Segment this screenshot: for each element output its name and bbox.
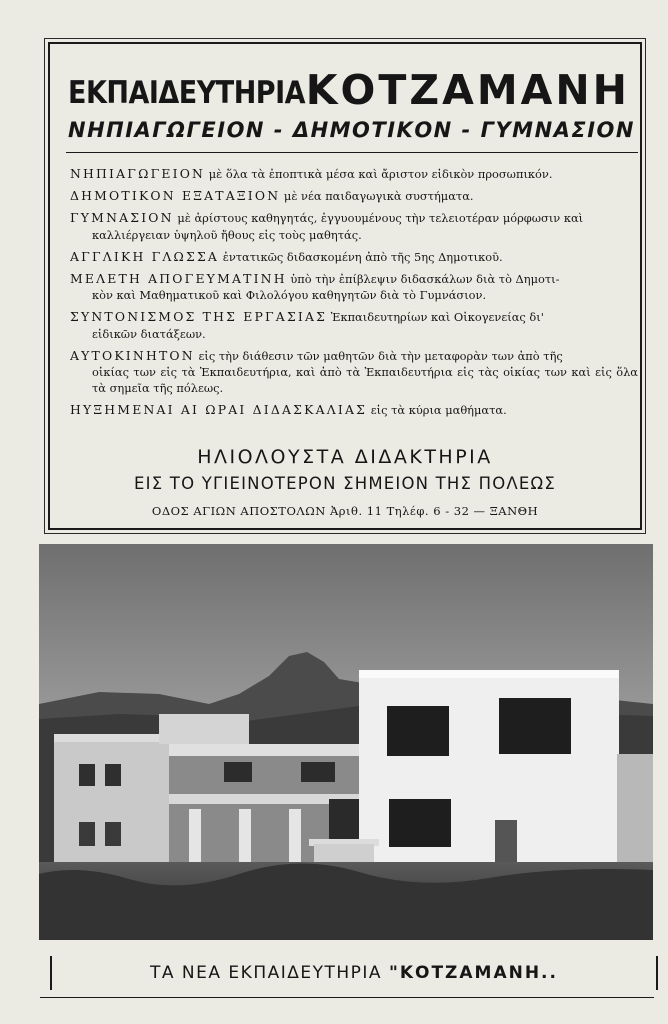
feature-paragraph: ΜΕΛΕΤΗ ΑΠΟΓΕΥΜΑΤΙΝΗ ὑπὸ τὴν ἐπίβλεψιν διδασκάλων διὰ τὸ Δημοτι- κὸν καὶ Μαθηματικοῦ καὶ Φιλολόγου καθηγητῶν διὰ τὸ Γυμνάσιον. — [70, 271, 560, 303]
feature-paragraph: ΑΥΤΟΚΙΝΗΤΟΝ εἰς τὴν διάθεσιν τῶν μαθητῶν διὰ τὴν μεταφορὰν των ἀπὸ τῆς οἰκίας των εἰς τὰ Ἐκπαιδευτήρια, καὶ ἀπὸ τὰ Ἐκπαιδευτήρια εἰς τὰς οἰκίας των καὶ εἰς ὅλα τὰ σημεῖα τῆς πόλεως. — [70, 347, 638, 396]
feature-paragraph: ΓΥΜΝΑΣΙΟΝ μὲ ἀρίστους καθηγητάς, ἐγγυουμένους τὴν τελειοτέραν μόρφωσιν καὶ καλλιέργειαν ὑψηλοῦ ἤθους εἰς τοὺς μαθητάς. — [70, 210, 584, 242]
feature-paragraph: ΔΗΜΟΤΙΚΟΝ ΕΞΑΤΑΞΙΟΝ μὲ νέα παιδαγωγικὰ συστήματα. — [70, 188, 474, 204]
school-building-photo — [39, 544, 653, 940]
facilities-heading: ΗΛΙΟΛΟΥΣΤΑ ΔΙΔΑΚΤΗΡΙΑ — [197, 446, 493, 468]
features-list — [70, 166, 638, 425]
photo-caption — [50, 956, 658, 990]
location-heading: ΕΙΣ ΤΟ ΥΓΙΕΙΝΟΤΕΡΟΝ ΣΗΜΕΙΟΝ ΤΗΣ ΠΟΛΕΩΣ — [134, 474, 556, 493]
feature-paragraph: ΗΥΞΗΜΕΝΑΙ ΑΙ ΩΡΑΙ ΔΙΔΑΣΚΑΛΙΑΣ εἰς τὰ κύρια μαθήματα. — [70, 402, 507, 418]
caption-prefix: ΤΑ ΝΕΑ ΕΚΠΑΙΔΕΥΤΗΡΙΑ — [150, 963, 383, 983]
caption-rule — [40, 997, 654, 998]
feature-paragraph: ΝΗΠΙΑΓΩΓΕΙΟΝ μὲ ὅλα τὰ ἐποπτικὰ μέσα καὶ ἄριστον εἰδικὸν προσωπικόν. — [70, 166, 553, 181]
feature-paragraph: ΑΓΓΛΙΚΗ ΓΛΩΣΣΑ ἐντατικῶς διδασκομένη ἀπὸ τῆς 5ης Δημοτικοῦ. — [70, 248, 503, 264]
caption-name: "ΚΟΤΖΑΜΑΝΗ.. — [388, 963, 558, 983]
school-label: ΕΚΠΑΙΔΕΥΤΗΡΙΑ — [68, 75, 306, 111]
header-divider — [66, 152, 638, 153]
advertisement-box — [48, 42, 642, 530]
school-name: ΚΟΤΖΑΜΑΝΗ — [305, 66, 630, 114]
feature-paragraph: ΣΥΝΤΟΝΙΣΜΟΣ ΤΗΣ ΕΡΓΑΣΙΑΣ Ἐκπαιδευτηρίων καὶ Οἰκογενείας δι' εἰδικῶν διατάξεων. — [70, 309, 544, 341]
header — [68, 66, 630, 112]
address-line: ΟΔΟΣ ΑΓΙΩΝ ΑΠΟΣΤΟΛΩΝ Ἀριθ. 11 Τηλέφ. 6 - 32 — ΞΑΝΘΗ — [151, 504, 539, 518]
school-levels: ΝΗΠΙΑΓΩΓΕΙΟΝ - ΔΗΜΟΤΙΚΟΝ - ΓΥΜΝΑΣΙΟΝ — [68, 118, 635, 142]
